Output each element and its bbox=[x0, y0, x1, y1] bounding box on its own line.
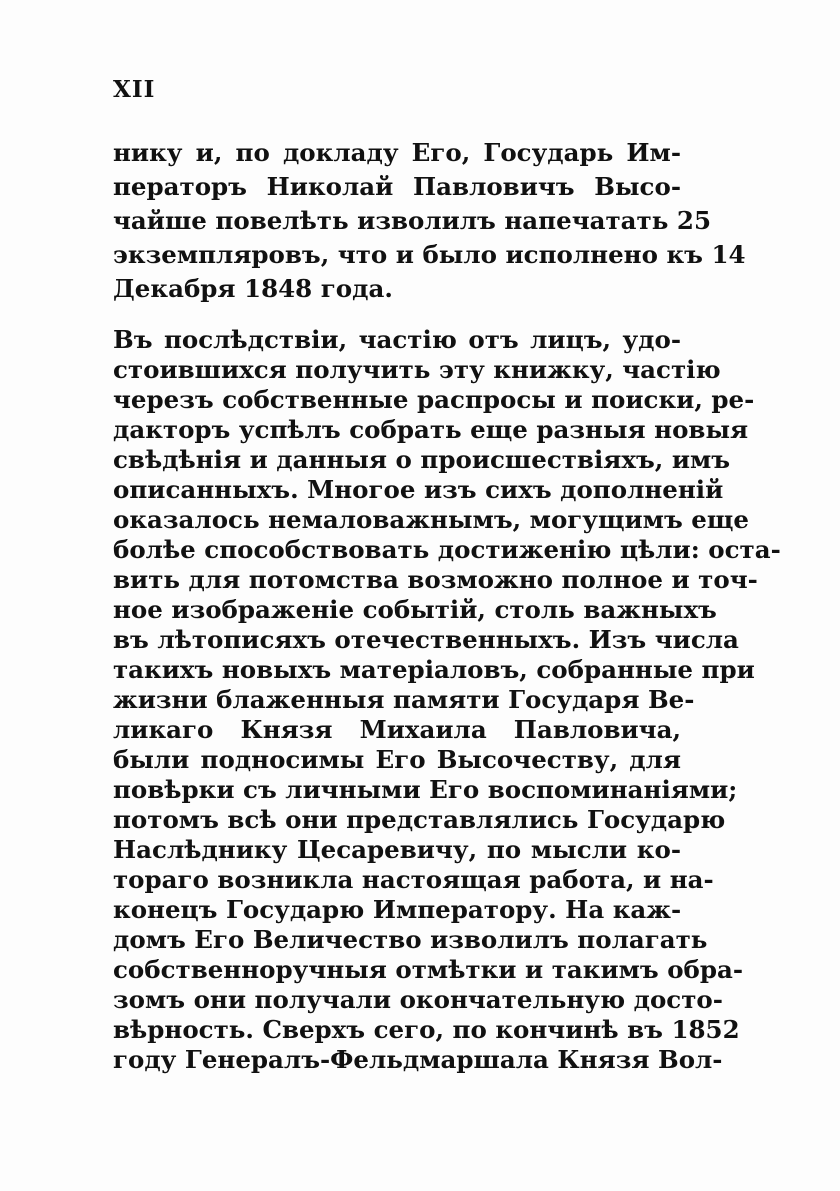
text-line: собственноручныя отмѣтки и такимъ обра- bbox=[113, 955, 744, 984]
text-line: экземпляровъ, что и было исполнено къ 14 bbox=[113, 240, 746, 269]
text-line: жизни блаженныя памяти Государя Ве- bbox=[113, 685, 695, 714]
text-line: описанныхъ. Многое изъ сихъ дополненій bbox=[113, 475, 724, 504]
text-line: свѣдѣнія и данныя о происшествіяхъ, имъ bbox=[113, 445, 731, 474]
text-line: нику и, по докладу Его, Государь Им- bbox=[113, 138, 681, 167]
text-line: были подносимы Его Высочеству, для bbox=[113, 745, 681, 774]
text-line: домъ Его Величество изволилъ полагать bbox=[113, 925, 708, 954]
text-line: повѣрки съ личными Его воспоминаніями; bbox=[113, 775, 738, 804]
text-line: Декабря 1848 года. bbox=[113, 274, 393, 303]
text-line: въ лѣтописяхъ отечественныхъ. Изъ числа bbox=[113, 625, 739, 654]
text-line: ператоръ Николай Павловичъ Высо- bbox=[113, 172, 681, 201]
text-line: тораго возникла настоящая работа, и на- bbox=[113, 865, 714, 894]
text-line: Въ послѣдствіи, частію отъ лицъ, удо- bbox=[113, 325, 681, 354]
text-line: чайше повелѣть изволилъ напечатать 25 bbox=[113, 206, 711, 235]
text-line: зомъ они получали окончательную досто- bbox=[113, 985, 723, 1014]
text-line: болѣе способствовать достиженію цѣли: оста- bbox=[113, 535, 781, 564]
text-line: стоившихся получить эту книжку, частію bbox=[113, 355, 721, 384]
text-line: ликаго Князя Михаила Павловича, bbox=[113, 715, 681, 744]
text-line: вѣрность. Сверхъ сего, по кончинѣ въ 1852 bbox=[113, 1015, 740, 1044]
text-line: конецъ Государю Императору. На каж- bbox=[113, 895, 682, 924]
page-number: XII bbox=[113, 76, 156, 103]
text-line: потомъ всѣ они представлялись Государю bbox=[113, 805, 726, 834]
text-line: такихъ новыхъ матеріаловъ, собранные при bbox=[113, 655, 755, 684]
text-line: ное изображеніе событій, столь важныхъ bbox=[113, 595, 717, 624]
text-line: Наслѣднику Цесаревичу, по мысли ко- bbox=[113, 835, 681, 864]
text-line: вить для потомства возможно полное и точ- bbox=[113, 565, 758, 594]
text-line: оказалось немаловажнымъ, могущимъ еще bbox=[113, 505, 749, 534]
text-line: году Генералъ-Фельдмаршала Князя Вол- bbox=[113, 1045, 723, 1074]
text-line: черезъ собственные распросы и поиски, ре- bbox=[113, 385, 755, 414]
text-line: дакторъ успѣлъ собрать еще разныя новыя bbox=[113, 415, 749, 444]
